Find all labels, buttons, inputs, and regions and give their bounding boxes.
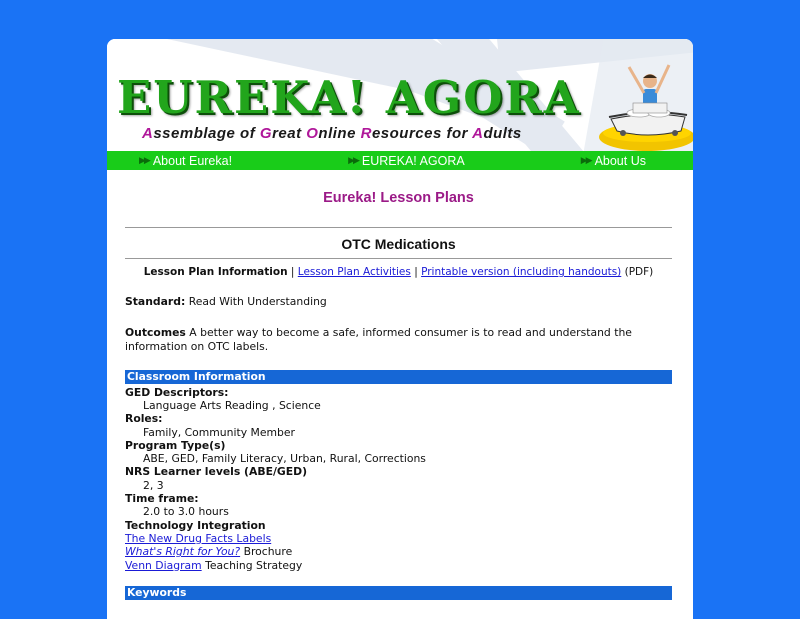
tagline-text: dults [483,125,522,142]
keywords-header: Keywords [125,586,672,600]
printable-version-link[interactable]: Printable version (including handouts) [421,266,622,278]
site-logo-title[interactable]: EUREKA! AGORA [117,71,581,124]
double-chevron-icon: ▶▶ [580,155,591,165]
pdf-note: (PDF) [624,266,654,278]
site-tagline [142,125,522,142]
tagline-text: G [259,125,273,142]
main-content [107,190,693,600]
classroom-information-list: GED Descriptors: Language Arts Reading , Science Roles: Family, Community Member Program Type(s) ABE, GED, Family Literacy, Urban, Rural, Corrections NRS Learner levels (ABE/GED) 2, 3 Time frame: 2.0 to 3.0 hours Technology Integration The New Drug Facts Labels What's Right for You? Brochure Venn Diagram Teaching Strategy [125,385,426,572]
page-container [107,39,693,619]
drug-facts-labels-link[interactable]: The New Drug Facts Labels [125,531,272,545]
tagline-text: reat [272,125,307,142]
nav-eureka-agora[interactable]: ▶▶ EUREKA! AGORA [348,153,465,168]
tagline-text: ssemblage of [153,125,260,142]
tagline-text: O [306,125,319,142]
classroom-information-header: Classroom Information [125,370,672,384]
current-section-label: Lesson Plan Information [143,266,288,278]
nav-about-us[interactable]: ▶▶ About Us [580,153,646,168]
tagline-text: A [472,125,484,142]
lesson-plan-activities-link[interactable]: Lesson Plan Activities [297,266,411,278]
double-chevron-icon: ▶▶ [348,155,358,165]
nav-about-eureka[interactable]: ▶▶ About Eureka! [139,153,233,168]
outcomes-section: Outcomes A better way to become a safe, informed consumer is to read and understand the information on OTC labels. [125,325,632,354]
lesson-plans-heading: Eureka! Lesson Plans [323,190,474,206]
site-banner [107,39,693,151]
main-navbar [107,151,693,170]
double-chevron-icon: ▶▶ [139,155,149,165]
divider [125,258,672,259]
page-title: OTC Medications [341,236,456,252]
tagline-text: R [360,125,372,142]
tagline-text: esources for [371,125,473,142]
tagline-text: nline [318,125,361,142]
lesson-plan-nav: Lesson Plan Information | Lesson Plan Activities | Printable version (including handouts) (PDF) [143,266,654,278]
tagline-text: A [142,125,154,142]
venn-diagram-link[interactable]: Venn Diagram [125,558,202,572]
bathtub-mascot-logo [589,51,693,151]
standard-section: Standard: Read With Understanding [125,295,327,308]
whats-right-for-you-link[interactable]: What's Right for You? [125,545,241,559]
